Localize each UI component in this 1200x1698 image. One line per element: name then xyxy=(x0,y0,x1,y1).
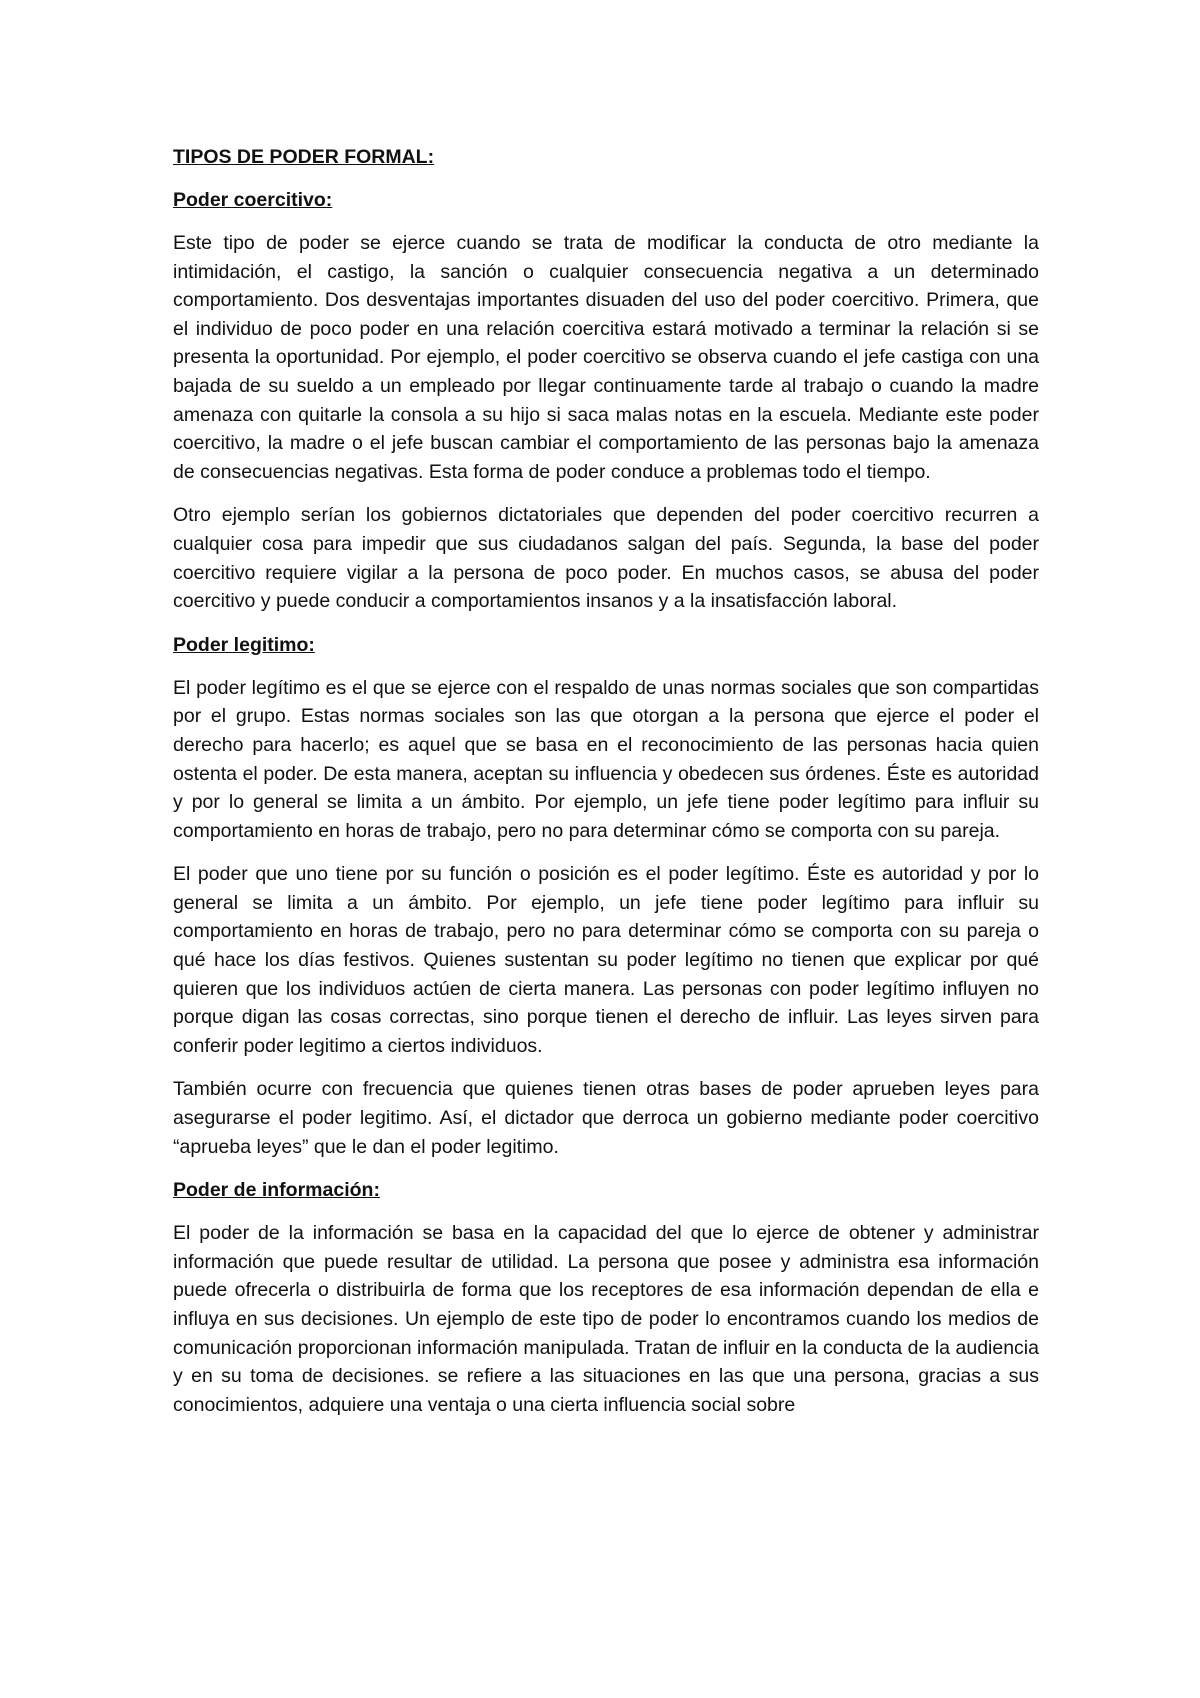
paragraph: Este tipo de poder se ejerce cuando se trata de modificar la conducta de otro mediante la intimidación, el castigo, la sanción o cualquier consecuencia negativa a un determinado comportamiento. Dos desventajas importantes disuaden del uso del poder coercitivo. Primera, que el individuo de poco poder en una relación coercitiva estará motivado a terminar la relación si se presenta la oportunidad. Por ejemplo, el poder coercitivo se observa cuando el jefe castiga con una bajada de su sueldo a un empleado por llegar continuamente tarde al trabajo o cuando la madre amenaza con quitarle la consola a su hijo si saca malas notas en la escuela. Mediante este poder coercitivo, la madre o el jefe buscan cambiar el comportamiento de las personas bajo la amenaza de consecuencias negativas. Esta forma de poder conduce a problemas todo el tiempo. xyxy=(173,232,1039,483)
section-heading-legitimo: Poder legitimo: xyxy=(173,633,315,656)
section-heading-informacion: Poder de información: xyxy=(173,1179,380,1202)
document-page xyxy=(173,143,1039,1419)
section-heading-coercitivo: Poder coercitivo: xyxy=(173,189,333,211)
paragraph: El poder que uno tiene por su función o posición es el poder legítimo. Éste es autoridad y por lo general se limita a un ámbito. Por ejemplo, un jefe tiene poder legítimo para influir su comportamiento en horas de trabajo, pero no para determinar cómo se comporta con su pareja o qué hace los días festivos. Quienes sustentan su poder legítimo no tienen que explicar por qué quieren que los individuos actúen de cierta manera. Las personas con poder legítimo influyen no porque digan las cosas correctas, sino porque tienen el derecho de influir. Las leyes sirven para conferir poder legitimo a ciertos individuos. xyxy=(173,863,1039,1057)
document-title: TIPOS DE PODER FORMAL: xyxy=(173,146,435,168)
paragraph: Otro ejemplo serían los gobiernos dictatoriales que dependen del poder coercitivo recurren a cualquier cosa para impedir que sus ciudadanos salgan del país. Segunda, la base del poder coercitivo requiere vigilar a la persona de poco poder. En muchos casos, se abusa del poder coercitivo y puede conducir a comportamientos insanos y a la insatisfacción laboral. xyxy=(173,504,1039,613)
paragraph: El poder de la información se basa en la capacidad del que lo ejerce de obtener y administrar información que puede resultar de utilidad. La persona que posee y administra esa información puede ofrecerla o distribuirla de forma que los receptores de esa información dependan de ella e influya en sus decisiones. Un ejemplo de este tipo de poder lo encontramos cuando los medios de comunicación proporcionan información manipulada. Tratan de influir en la conducta de la audiencia y en su toma de decisiones. se refiere a las situaciones en las que una persona, gracias a sus conocimientos, adquiere una ventaja o una cierta influencia social sobre xyxy=(173,1222,1039,1416)
paragraph: También ocurre con frecuencia que quienes tienen otras bases de poder aprueben leyes para asegurarse el poder legitimo. Así, el dictador que derroca un gobierno mediante poder coercitivo “aprueba leyes” que le dan el poder legitimo. xyxy=(173,1078,1039,1158)
paragraph: El poder legítimo es el que se ejerce con el respaldo de unas normas sociales que son compartidas por el grupo. Estas normas sociales son las que otorgan a la persona que ejerce el poder el derecho para hacerlo; es aquel que se basa en el reconocimiento de las personas hacia quien ostenta el poder. De esta manera, aceptan su influencia y obedecen sus órdenes. Éste es autoridad y por lo general se limita a un ámbito. Por ejemplo, un jefe tiene poder legítimo para influir su comportamiento en horas de trabajo, pero no para determinar cómo se comporta con su pareja. xyxy=(173,676,1039,842)
